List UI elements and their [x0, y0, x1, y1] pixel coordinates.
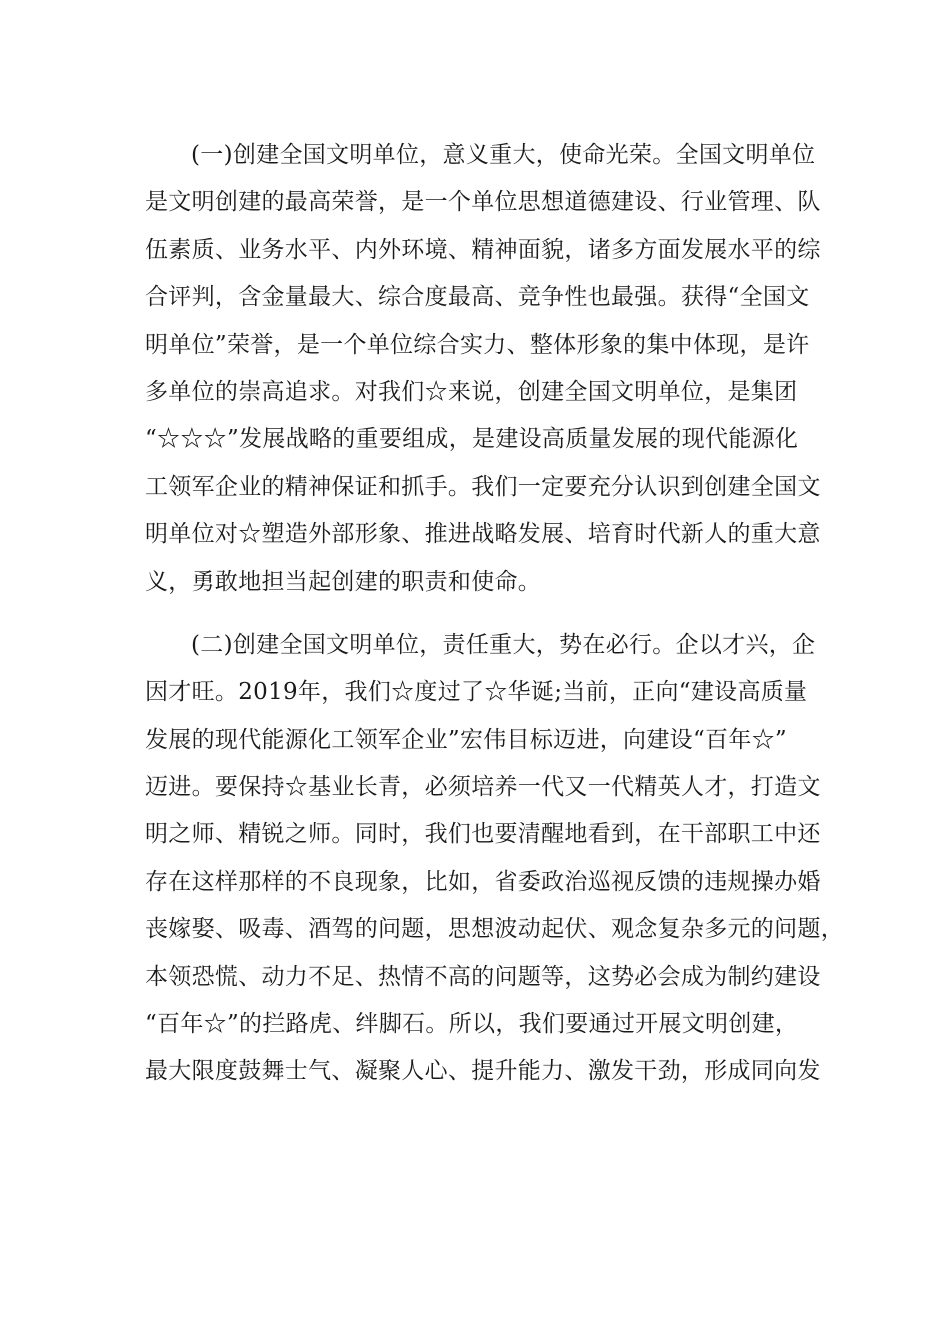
paragraph-1-line-8: 工领军企业的精神保证和抓手。我们一定要充分认识到创建全国文: [145, 473, 821, 500]
paragraph-1-line-6: 多单位的崇高追求。对我们☆来说，创建全国文明单位，是集团: [145, 378, 798, 405]
paragraph-1-line-10: 义，勇敢地担当起创建的职责和使命。: [145, 568, 542, 595]
paragraph-2-line-7: 丧嫁娶、吸毒、酒驾的问题，思想波动起伏、观念复杂多元的问题，: [145, 916, 844, 943]
paragraph-2-line-9: “百年☆”的拦路虎、绊脚石。所以，我们要通过开展文明创建，: [145, 1011, 799, 1038]
paragraph-1-line-1: (一)创建全国文明单位，意义重大，使命光荣。全国文明单位: [191, 142, 816, 168]
paragraph-2-line-1: (二)创建全国文明单位，责任重大，势在必行。企以才兴，企: [191, 631, 816, 658]
paragraph-1-line-2: 是文明创建的最高荣誉，是一个单位思想道德建设、行业管理、队: [145, 189, 821, 216]
paragraph-2-line-3: 发展的现代能源化工领军企业”宏伟目标迈进，向建设“百年☆”: [145, 726, 787, 753]
paragraph-2-line-8: 本领恐慌、动力不足、热情不高的问题等，这势必会成为制约建设: [145, 963, 821, 990]
paragraph-1-line-7: “☆☆☆”发展战略的重要组成，是建设高质量发展的现代能源化: [145, 426, 799, 453]
paragraph-1-line-5: 明单位”荣誉，是一个单位综合实力、整体形象的集中体现，是许: [145, 331, 810, 358]
paragraph-2-line-10: 最大限度鼓舞士气、凝聚人心、提升能力、激发干劲，形成同向发: [145, 1058, 821, 1085]
paragraph-2-line-6: 存在这样那样的不良现象，比如，省委政治巡视反馈的违规操办婚: [145, 868, 821, 895]
document-body: [145, 132, 844, 1096]
paragraph-1-line-3: 伍素质、业务水平、内外环境、精神面貌，诸多方面发展水平的综: [145, 236, 821, 263]
paragraph-2-line-2: 因才旺。2019年，我们☆度过了☆华诞;当前，正向“建设高质量: [145, 679, 808, 706]
paragraph-2-line-4: 迈进。要保持☆基业长青，必须培养一代又一代精英人才，打造文: [145, 774, 821, 801]
paragraph-2-line-5: 明之师、精锐之师。同时，我们也要清醒地看到，在干部职工中还: [145, 821, 821, 848]
paragraph-1-line-9: 明单位对☆塑造外部形象、推进战略发展、培育时代新人的重大意: [145, 521, 821, 548]
paragraph-spacer: [145, 606, 825, 622]
paragraph-1-line-4: 合评判，含金量最大、综合度最高、竞争性也最强。获得“全国文: [145, 284, 810, 311]
